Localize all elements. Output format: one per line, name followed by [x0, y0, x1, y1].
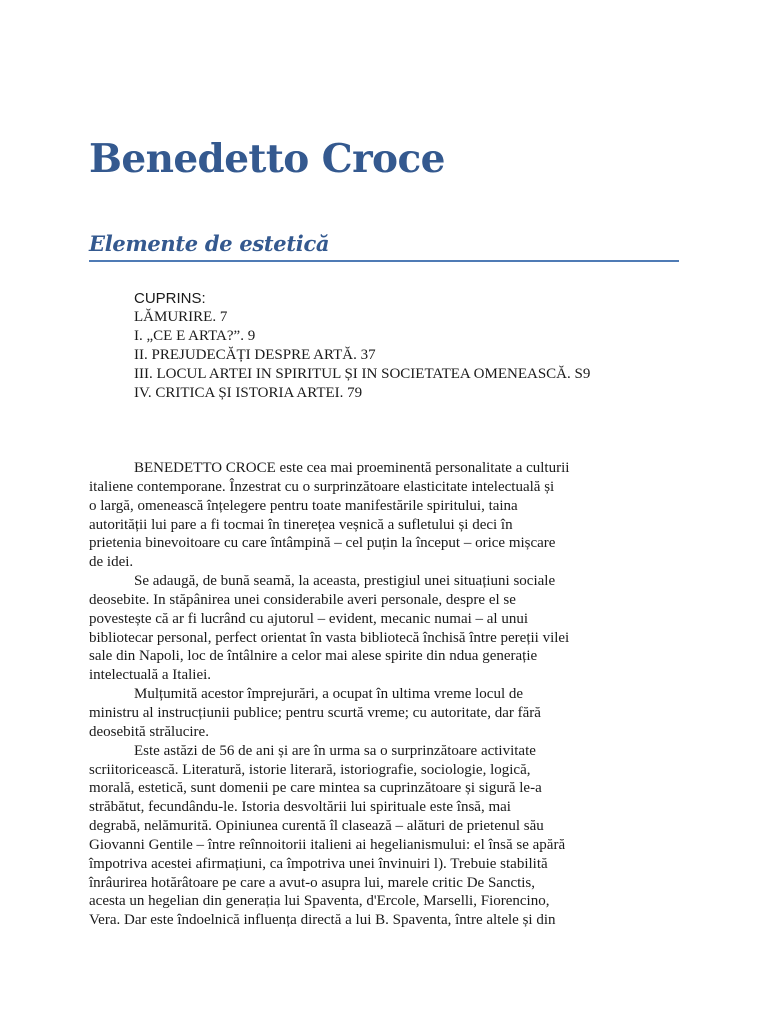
text-line: italiene contemporane. Înzestrat cu o surprinzătoare elasticitate intelectuală și	[89, 478, 555, 495]
text-line: deosebită strălucire.	[89, 723, 209, 740]
text-line: scriitoricească. Literatură, istorie literară, istoriografie, sociologie, logică,	[89, 761, 531, 778]
toc-item: II. PREJUDECĂȚI DESPRE ARTĂ. 37	[134, 347, 376, 363]
text-line: autorității lui pare a fi tocmai în tinerețea veșnică a sufletului și deci în	[89, 516, 513, 533]
text-line: sale din Napoli, loc de întâlnire a celor mai alese spirite din ndua generație	[89, 648, 538, 665]
text-line: morală, estetică, sunt domenii pe care mintea sa cuprinzătoare și sigură le-a	[89, 780, 542, 797]
text-line: povestește că ar fi lucrând cu ajutorul – evident, mecanic numai – al unui	[89, 610, 529, 627]
body-text	[89, 459, 681, 930]
text-line: prietenia binevoitoare cu care întâmpină – cel puțin la început – orice mișcare	[89, 535, 556, 552]
text-line: ministru al instrucțiunii publice; pentru scurtă vreme; cu autoritate, dar fără	[89, 704, 541, 721]
toc-item: III. LOCUL ARTEI IN SPIRITUL ȘI IN SOCIETATEA OMENEASCĂ. S9	[134, 366, 591, 382]
text-line: degrabă, nelămurită. Opiniunea curentă îl clasează – alături de prietenul său	[89, 818, 544, 835]
text-line: Este astăzi de 56 de ani și are în urma sa o surprinzătoare activitate	[134, 742, 536, 759]
toc-item: IV. CRITICA ȘI ISTORIA ARTEI. 79	[134, 385, 363, 401]
text-line: Vera. Dar este îndoelnică influența directă a lui B. Spaventa, între altele și din	[89, 912, 556, 929]
text-line: deosebite. In stăpânirea unei considerabile averi personale, despre el se	[89, 591, 516, 608]
text-line: împotriva acestei afirmațiuni, ca împotriva unei învinuiri l). Trebuie stabilită	[89, 855, 548, 872]
text-line: BENEDETTO CROCE este cea mai proeminentă personalitate a culturii	[134, 460, 570, 476]
table-of-contents	[134, 289, 694, 403]
text-line: Se adaugă, de bună seamă, la aceasta, prestigiul unei situațiuni sociale	[134, 573, 556, 590]
text-line: Mulțumită acestor împrejurări, a ocupat în ultima vreme locul de	[134, 686, 524, 703]
document-title: Benedetto Croce	[89, 136, 445, 182]
text-line: acesta un hegelian din generația lui Spaventa, d'Ercole, Marselli, Fiorencino,	[89, 893, 550, 910]
toc-item: LĂMURIRE. 7	[134, 309, 228, 325]
text-line: de idei.	[89, 554, 134, 571]
text-line: Giovanni Gentile – între reînnoitorii italieni ai hegelianismului: el însă se apără	[89, 836, 566, 853]
document-subtitle: Elemente de estetică	[89, 231, 330, 256]
toc-item: I. „CE E ARTA?”. 9	[134, 328, 256, 344]
text-line: străbătut, fecundându-le. Istoria desvoltării lui spirituale este însă, mai	[89, 799, 511, 816]
text-line: o largă, omenească înțelegere pentru toate manifestările spiritului, taina	[89, 497, 518, 514]
subtitle-underline	[89, 260, 679, 262]
text-line: intelectuală a Italiei.	[89, 667, 212, 684]
text-line: bibliotecar personal, perfect orientat în vasta bibliotecă închisă între pereții vilei	[89, 629, 570, 646]
toc-heading: CUPRINS:	[134, 290, 206, 307]
text-line: înrâurirea hotărâtoare pe care a avut-o asupra lui, marele critic De Sanctis,	[89, 874, 536, 891]
